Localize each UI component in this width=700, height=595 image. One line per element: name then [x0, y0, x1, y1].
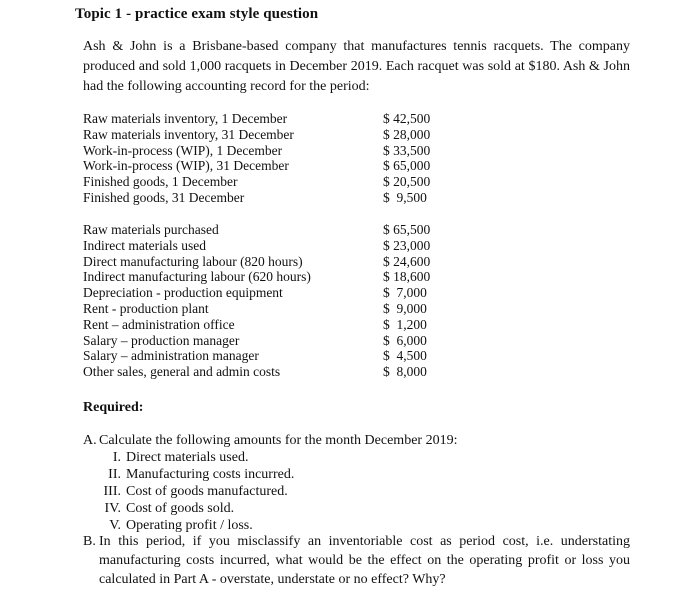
record-amount: $ 9,500 — [383, 189, 427, 205]
record-amount: $ 9,000 — [383, 300, 427, 316]
sub-question — [83, 500, 630, 517]
inventory-records-list — [83, 111, 483, 206]
record-amount: $ 18,600 — [383, 269, 431, 285]
record-row — [83, 190, 483, 206]
record-label: Indirect manufacturing labour (620 hours) — [83, 269, 311, 285]
record-label: Salary – production manager — [83, 332, 240, 348]
record-label: Depreciation - production equipment — [83, 285, 283, 301]
record-row — [83, 174, 483, 190]
record-row — [83, 143, 483, 159]
record-amount: $ 65,000 — [383, 158, 431, 174]
sub-question-text: Direct materials used. — [126, 450, 249, 465]
sub-question-number: IV. — [104, 501, 121, 516]
record-row — [83, 348, 483, 364]
record-label: Work-in-process (WIP), 1 December — [83, 142, 283, 158]
record-amount: $ 23,000 — [383, 237, 431, 253]
record-label: Indirect materials used — [83, 237, 206, 253]
sub-question — [83, 449, 630, 466]
question-b — [83, 532, 630, 589]
record-row — [83, 111, 483, 127]
sub-question-text: Cost of goods sold. — [126, 501, 235, 516]
record-label: Raw materials inventory, 31 December — [83, 126, 294, 142]
record-amount: $ 8,000 — [383, 364, 427, 380]
question-a — [83, 432, 630, 534]
record-row — [83, 285, 483, 301]
record-label: Raw materials purchased — [83, 222, 219, 237]
sub-question-number: III. — [103, 484, 121, 499]
record-row — [83, 158, 483, 174]
cost-records-list — [83, 222, 483, 380]
record-amount: $ 6,000 — [383, 332, 427, 348]
record-amount: $ 1,200 — [383, 316, 427, 332]
record-label: Rent – administration office — [83, 316, 235, 332]
record-row — [83, 254, 483, 270]
record-amount: $ 65,500 — [383, 222, 431, 237]
page-title: Topic 1 - practice exam style question — [75, 6, 319, 22]
record-amount: $ 28,000 — [383, 126, 431, 142]
record-row — [83, 238, 483, 254]
record-row — [83, 222, 483, 238]
record-amount: $ 24,600 — [383, 253, 431, 269]
record-label: Raw materials inventory, 1 December — [83, 111, 288, 126]
required-heading: Required: — [83, 400, 144, 415]
record-row — [83, 269, 483, 285]
sub-question — [83, 483, 630, 500]
question-text: In this period, if you misclassify an inventoriable cost as period cost, i.e. understating manufacturing costs incurred, what would be the effect on the operating profit or loss you calculated in Part A - overstate, understate or no effect? Why? — [99, 534, 630, 587]
question-text: Calculate the following amounts for the month December 2019: — [99, 433, 458, 448]
record-label: Finished goods, 31 December — [83, 189, 245, 205]
record-label: Direct manufacturing labour (820 hours) — [83, 253, 303, 269]
sub-question-text: Manufacturing costs incurred. — [126, 467, 295, 482]
record-label: Other sales, general and admin costs — [83, 364, 281, 380]
record-row — [83, 333, 483, 349]
record-label: Rent - production plant — [83, 300, 209, 316]
record-row — [83, 127, 483, 143]
question-letter: B. — [83, 534, 96, 549]
record-label: Salary – administration manager — [83, 348, 259, 364]
record-amount: $ 42,500 — [383, 111, 431, 126]
sub-question-text: Operating profit / loss. — [126, 518, 253, 533]
intro-paragraph: Ash & John is a Brisbane-based company that manufactures tennis racquets. The company produced and sold 1,000 racquets in December 2019. Each racquet was sold at $180. Ash & John had the following accounting record for the period: — [83, 39, 630, 94]
sub-question-number: I. — [112, 450, 121, 465]
record-row — [83, 317, 483, 333]
sub-question-number: II. — [108, 467, 121, 482]
record-label: Work-in-process (WIP), 31 December — [83, 158, 289, 174]
record-amount: $ 4,500 — [383, 348, 427, 364]
record-amount: $ 7,000 — [383, 285, 427, 301]
question-a-line — [83, 432, 630, 449]
record-label: Finished goods, 1 December — [83, 174, 238, 190]
record-amount: $ 33,500 — [383, 142, 431, 158]
question-letter: A. — [83, 433, 97, 448]
sub-question-number: V. — [109, 518, 121, 533]
sub-question-text: Cost of goods manufactured. — [126, 484, 288, 499]
record-row — [83, 364, 483, 380]
sub-question — [83, 466, 630, 483]
record-amount: $ 20,500 — [383, 174, 431, 190]
sub-question-list — [83, 449, 630, 534]
record-row — [83, 301, 483, 317]
